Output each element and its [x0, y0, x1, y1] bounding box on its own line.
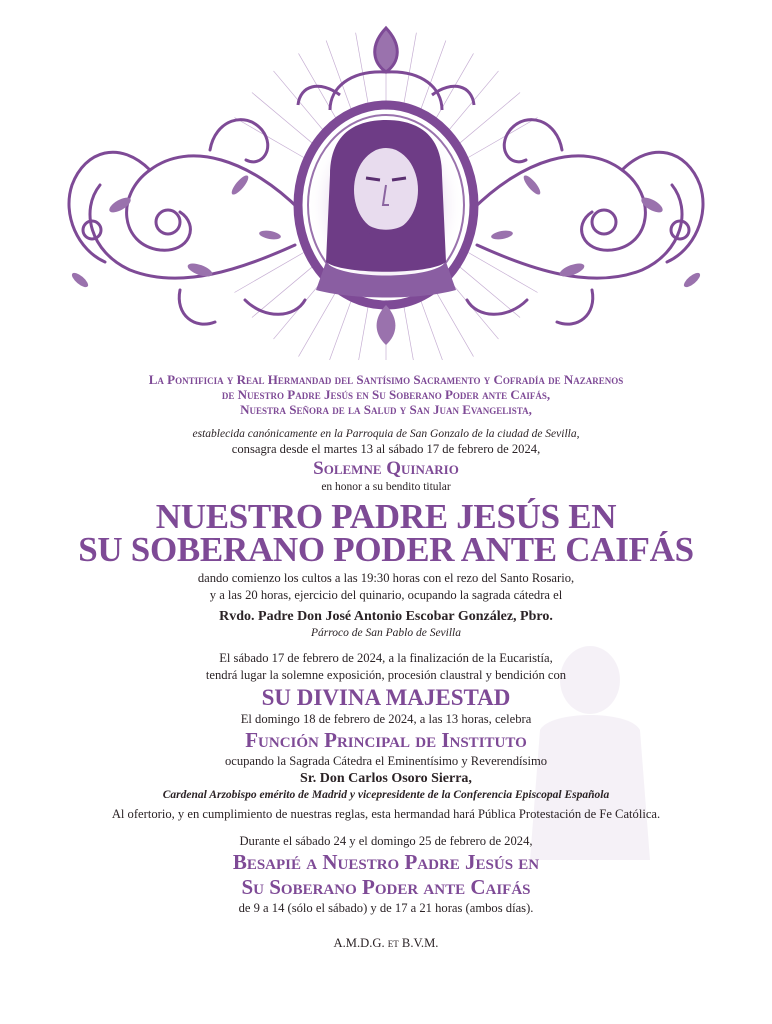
- consecrates-line: consagra desde el martes 13 al sábado 17 de febrero de 2024,: [231, 442, 541, 456]
- preacher-role: Párroco de San Pablo de Sevilla: [311, 627, 461, 639]
- cardinal-role: Cardenal Arzobispo emérito de Madrid y vicepresidente de la Conferencia Episcopal Española: [162, 789, 610, 801]
- titular-line: SU SOBERANO PODER ANTE CAIFÁS: [78, 530, 694, 569]
- org-line: Nuestra Señora de la Salud y San Juan Evangelista,: [240, 402, 532, 417]
- function-title: Función Principal de Instituto: [245, 728, 527, 752]
- besapie-hours: de 9 a 14 (sólo el sábado) y de 17 a 21 horas (ambos días).: [238, 901, 534, 915]
- function-date: El domingo 18 de febrero de 2024, a las 13 horas, celebra: [240, 712, 532, 726]
- org-line: de Nuestro Padre Jesús en Su Soberano Poder ante Caifás,: [221, 387, 551, 402]
- jesus-portrait-emblem: [298, 105, 474, 305]
- majesty-title: SU DIVINA MAJESTAD: [261, 685, 511, 710]
- exposition-line: El sábado 17 de febrero de 2024, a la finalización de la Eucaristía,: [219, 651, 553, 665]
- announcement-text: [0, 372, 772, 952]
- worship-line: y a las 20 horas, ejercicio del quinario, ocupando la sagrada cátedra el: [209, 588, 563, 602]
- cardinal-name: Sr. Don Carlos Osoro Sierra,: [300, 771, 472, 786]
- preacher-name: Rvdo. Padre Don José Antonio Escobar González, Pbro.: [219, 609, 553, 624]
- titular-line: NUESTRO PADRE JESÚS EN: [155, 497, 617, 536]
- exposition-line: tendrá lugar la solemne exposición, procesión claustral y bendición con: [205, 668, 567, 682]
- worship-line: dando comienzo los cultos a las 19:30 horas con el rezo del Santo Rosario,: [197, 571, 575, 585]
- established-line: establecida canónicamente en la Parroquia de San Gonzalo de la ciudad de Sevilla,: [192, 428, 580, 440]
- header-ornament: [0, 0, 772, 360]
- closing-line: A.M.D.G. et B.V.M.: [333, 936, 439, 950]
- left-scrollwork: [69, 120, 305, 325]
- in-honor-line: en honor a su bendito titular: [321, 481, 451, 493]
- besapie-title: Su Soberano Poder ante Caifás: [241, 875, 531, 899]
- org-line: La Pontificia y Real Hermandad del Santísimo Sacramento y Cofradía de Nazarenos: [148, 372, 624, 387]
- function-chair: ocupando la Sagrada Cátedra el Eminentísimo y Reverendísimo: [224, 754, 548, 768]
- quinario-title: Solemne Quinario: [313, 458, 459, 479]
- offertory-line: Al ofertorio, y en cumplimiento de nuestras reglas, esta hermandad hará Pública Protestación de Fe Católica.: [111, 807, 661, 821]
- besapie-dates: Durante el sábado 24 y el domingo 25 de febrero de 2024,: [239, 834, 533, 848]
- right-scrollwork: [467, 120, 703, 325]
- besapie-title: Besapié a Nuestro Padre Jesús en: [232, 850, 540, 874]
